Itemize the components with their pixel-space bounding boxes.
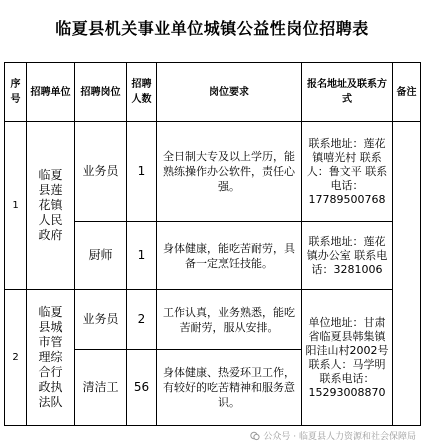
watermark-text: 公众号 · 临夏县人力资源和社会保障局 (263, 432, 416, 442)
post-requirements: 身体健康，能吃苦耐劳，具备一定烹饪技能。 (157, 222, 302, 290)
post-requirements: 工作认真，业务熟悉，能吃苦耐劳，服从安排。 (157, 290, 302, 350)
table-row (5, 290, 421, 350)
post-count: 2 (127, 290, 157, 350)
table-row (5, 122, 421, 222)
unit-name: 临夏县莲花镇人民政府 (27, 122, 75, 290)
post-count: 1 (127, 222, 157, 290)
header-note: 备注 (393, 63, 421, 122)
header-requirements: 岗位要求 (157, 63, 302, 122)
row-number: 1 (5, 122, 27, 290)
header-no: 序号 (5, 63, 27, 122)
post-name: 清洁工 (75, 350, 127, 426)
post-name: 业务员 (75, 290, 127, 350)
post-count: 1 (127, 122, 157, 222)
recruitment-table (4, 62, 421, 426)
page-title: 临夏县机关事业单位城镇公益性岗位招聘表 (55, 18, 369, 38)
header-row (5, 63, 421, 122)
header-contact: 报名地址及联系方式 (302, 63, 393, 122)
post-count: 56 (127, 350, 157, 426)
post-name: 厨师 (75, 222, 127, 290)
post-requirements: 身体健康、热爱环卫工作，有较好的吃苦精神和服务意识。 (157, 350, 302, 426)
note-cell (393, 122, 421, 426)
contact-info: 单位地址：甘肃省临夏县韩集镇阳洼山村2002号 联系人：马学明 联系电话：15293008870 (302, 290, 393, 426)
row-number: 2 (5, 290, 27, 426)
header-count: 招聘人数 (127, 63, 157, 122)
header-post: 招聘岗位 (75, 63, 127, 122)
wechat-icon (250, 431, 260, 441)
post-name: 业务员 (75, 122, 127, 222)
contact-info: 联系地址：莲花镇嘻光村 联系人：鲁文平 联系电话：17789500768 (302, 122, 393, 222)
watermark (250, 429, 416, 442)
unit-name: 临夏县城市管理综合行政执法队 (27, 290, 75, 426)
header-unit: 招聘单位 (27, 63, 75, 122)
contact-info: 联系地址：莲花镇办公室 联系电话：3281006 (302, 222, 393, 290)
post-requirements: 全日制大专及以上学历，能熟练操作办公软件，责任心强。 (157, 122, 302, 222)
